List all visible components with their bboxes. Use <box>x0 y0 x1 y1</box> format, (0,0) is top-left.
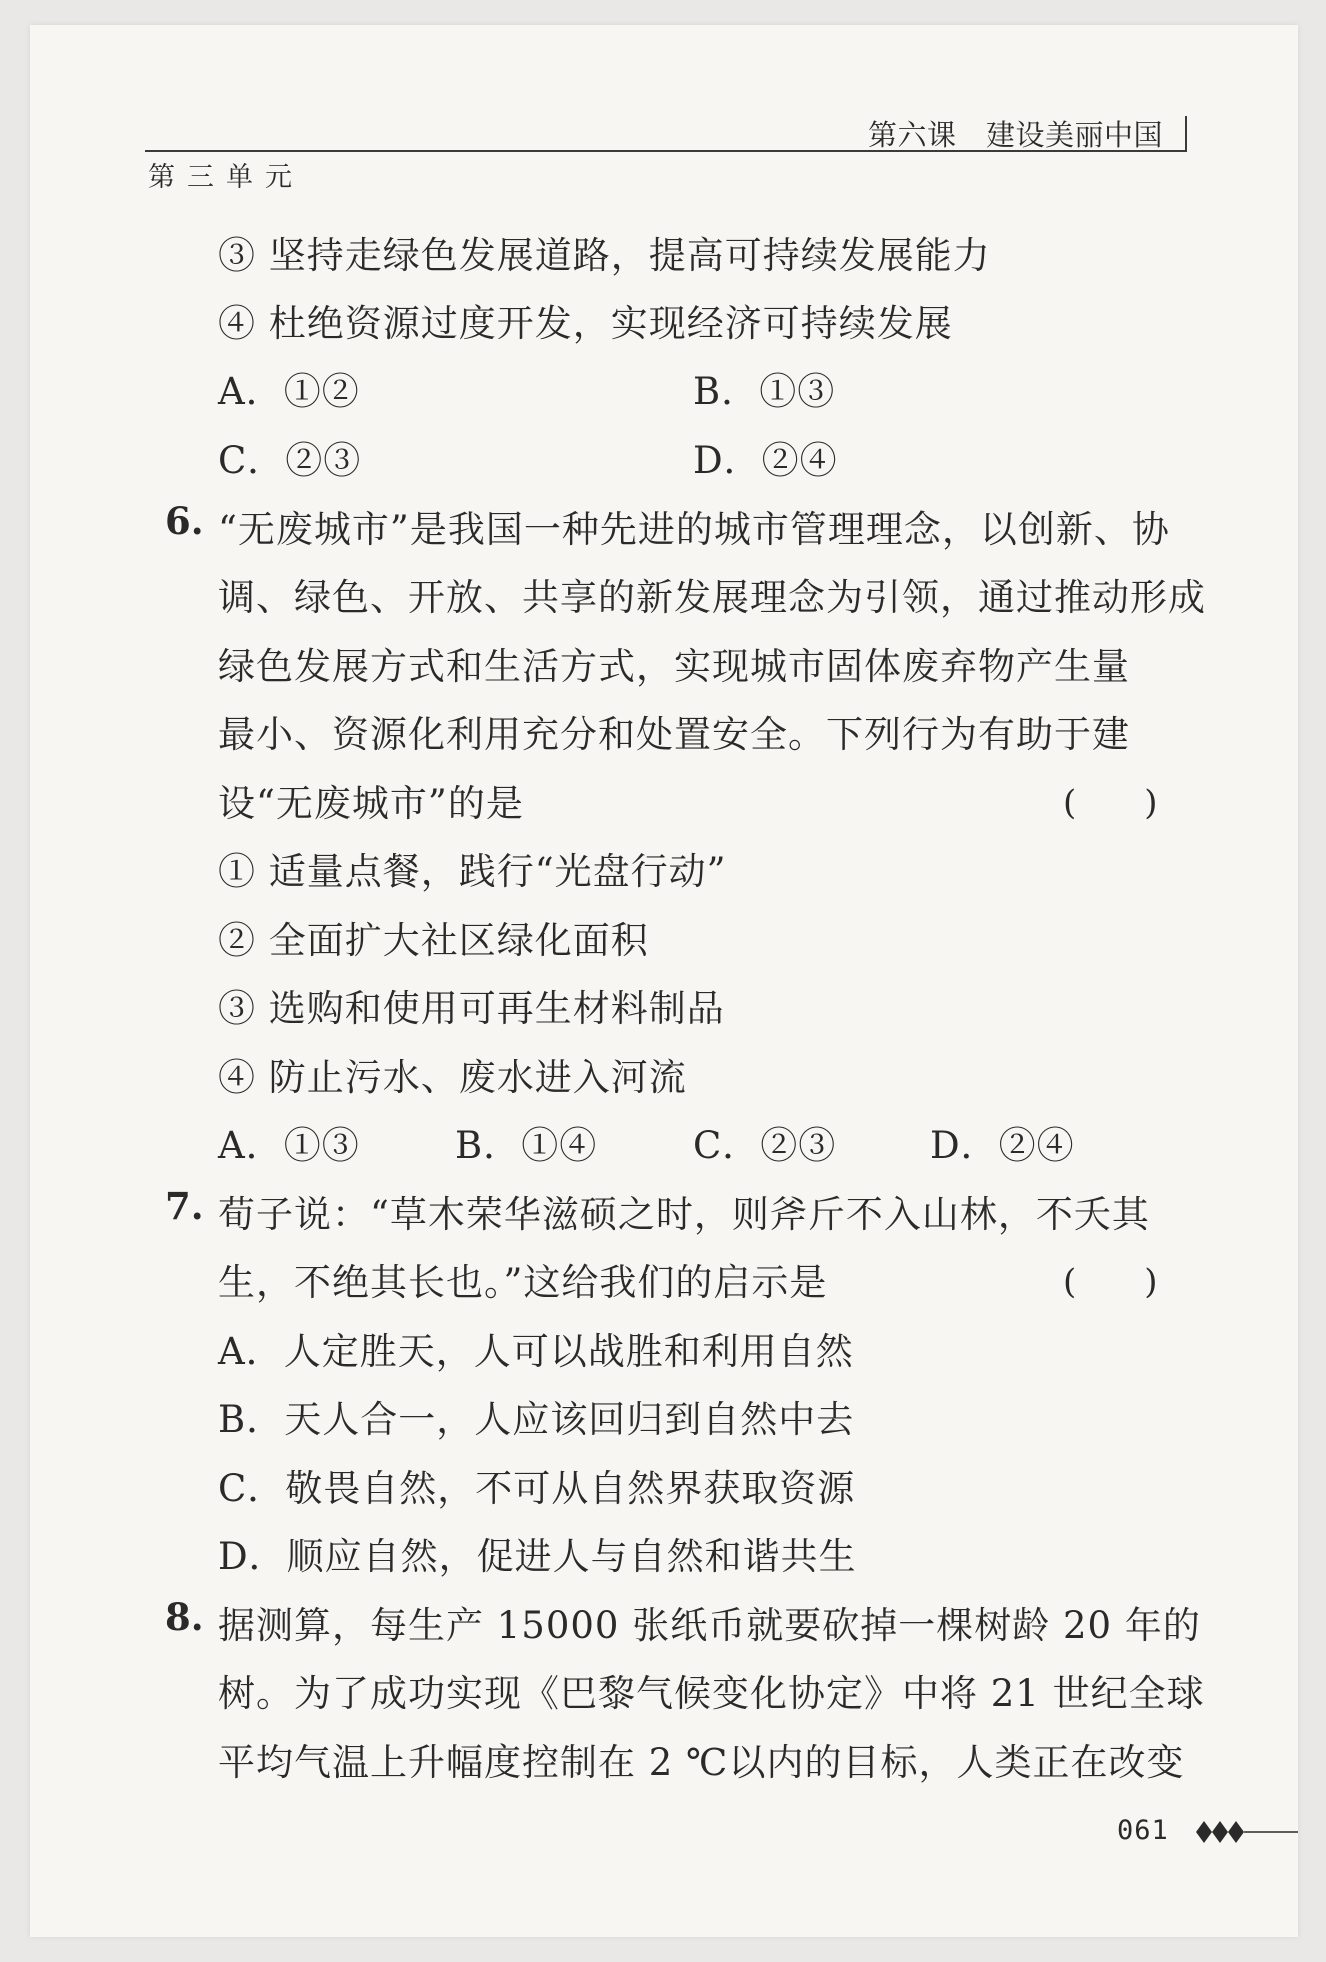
q8-line-1: 据测算，每生产 15000 张纸币就要砍掉一棵树龄 20 年的 <box>218 1604 1201 1647</box>
q8-number: 8. <box>165 1595 204 1639</box>
diamond-ornament-icon <box>1188 1817 1298 1847</box>
q7-option-d: D．顺应自然，促进人与自然和谐共生 <box>218 1535 857 1578</box>
q5-item-3: ③ 坚持走绿色发展道路，提高可持续发展能力 <box>218 234 991 277</box>
q7-line-1: 荀子说：“草木荣华滋硕之时，则斧斤不入山林，不夭其 <box>218 1193 1150 1236</box>
q5-item-4: ④ 杜绝资源过度开发，实现经济可持续发展 <box>218 302 953 345</box>
unit-label: 第三单元 <box>148 162 304 193</box>
q6-item-4: ④ 防止污水、废水进入河流 <box>218 1056 687 1099</box>
q5-option-b: B．①③ <box>693 370 836 413</box>
q6-line-1: “无废城市”是我国一种先进的城市管理理念，以创新、协 <box>218 508 1170 551</box>
q6-line-3: 绿色发展方式和生活方式，实现城市固体废弃物产生量 <box>218 645 1130 688</box>
q6-line-4: 最小、资源化利用充分和处置安全。下列行为有助于建 <box>218 713 1130 756</box>
q5-option-c: C．②③ <box>218 439 362 482</box>
q6-option-a: A．①③ <box>218 1124 360 1167</box>
q7-option-a: A．人定胜天，人可以战胜和利用自然 <box>218 1330 854 1373</box>
q6-line-5: 设“无废城市”的是 <box>218 782 524 825</box>
q6-answer-parentheses: ( ) <box>1063 783 1158 823</box>
q6-item-1: ① 适量点餐，践行“光盘行动” <box>218 850 727 893</box>
q7-option-c: C．敬畏自然，不可从自然界获取资源 <box>218 1467 856 1510</box>
q6-option-c: C．②③ <box>693 1124 837 1167</box>
q8-line-3: 平均气温上升幅度控制在 2 ℃以内的目标，人类正在改变 <box>218 1741 1185 1784</box>
q6-number: 6. <box>165 499 204 543</box>
lesson-title: 第六课 建设美丽中国 <box>868 118 1164 152</box>
page-number: 061 <box>1117 1815 1169 1846</box>
q5-option-d: D．②④ <box>693 439 838 482</box>
q7-option-b: B．天人合一，人应该回归到自然中去 <box>218 1398 855 1441</box>
q6-line-2: 调、绿色、开放、共享的新发展理念为引领，通过推动形成 <box>218 576 1206 619</box>
header-divider <box>1185 116 1187 152</box>
q7-answer-parentheses: ( ) <box>1063 1262 1158 1302</box>
q8-line-2: 树。为了成功实现《巴黎气候变化协定》中将 21 世纪全球 <box>218 1672 1205 1715</box>
q6-item-3: ③ 选购和使用可再生材料制品 <box>218 987 725 1030</box>
q7-number: 7. <box>165 1184 204 1228</box>
q6-option-d: D．②④ <box>930 1124 1075 1167</box>
q6-option-b: B．①④ <box>455 1124 598 1167</box>
q7-line-2: 生，不绝其长也。”这给我们的启示是 <box>218 1261 828 1304</box>
q6-item-2: ② 全面扩大社区绿化面积 <box>218 919 649 962</box>
q5-option-a: A．①② <box>218 370 360 413</box>
